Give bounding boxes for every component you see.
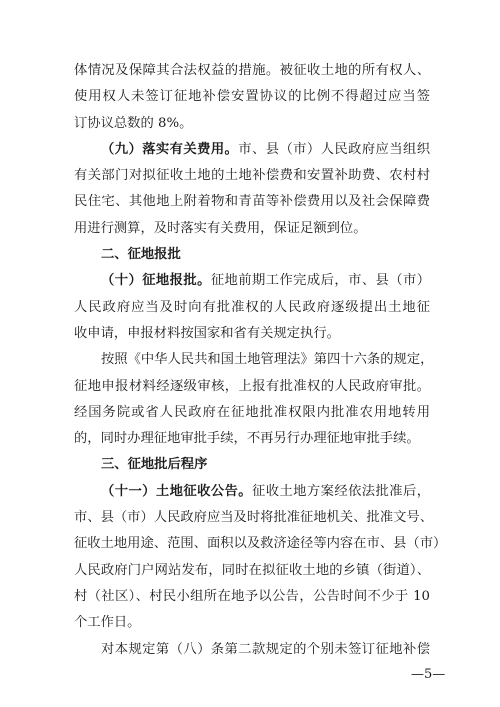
item-title: 土地征收公告。 — [155, 483, 252, 499]
document-body — [74, 58, 447, 663]
item-first-line — [74, 268, 430, 294]
body-line: 订协议总数的 8%。 — [74, 115, 193, 131]
body-line: 征地申报材料经逐级审核，上报有批准权的人民政府审批。 — [74, 378, 430, 394]
body-line: 按照《中华人民共和国土地管理法》第四十六条的规定， — [101, 352, 434, 368]
item-title: 征地报批。 — [142, 273, 211, 289]
item-first-line — [74, 137, 430, 163]
item-label: （十） — [101, 273, 143, 289]
body-line: 有关部门对拟征收土地的土地补偿费和安置补助费、农村村 — [74, 168, 430, 184]
body-line: 经国务院或省人民政府在征地批准权限内批准农用地转用 — [74, 404, 430, 420]
body-line: 收申请，申报材料按国家和省有关规定执行。 — [74, 325, 340, 341]
item-label: （九） — [101, 141, 143, 157]
body-line: 的，同时办理征地审批手续，不再另行办理征地审批手续。 — [74, 431, 420, 447]
body-line: 个工作日。 — [74, 615, 141, 631]
page-number: —5— — [411, 667, 446, 682]
item-first-line — [74, 479, 430, 505]
body-line: 人民政府门户网站发布，同时在拟征收土地的乡镇（街道）、 — [74, 562, 430, 578]
item-text: 征收土地方案经依法批准后， — [252, 483, 431, 499]
body-line: 对本规定第（八）条第二款规定的个别未签订征地补偿 — [101, 641, 430, 657]
body-line: 使用权人未签订征地补偿安置协议的比例不得超过应当签 — [74, 89, 430, 105]
item-text: 市、县（市）人民政府应当组织 — [238, 141, 431, 157]
body-line: 民住宅、其他地上附着物和青苗等补偿费用以及社会保障费 — [74, 194, 430, 210]
body-line: 人民政府应当及时向有批准权的人民政府逐级提出土地征 — [74, 299, 430, 315]
body-line: 体情况及保障其合法权益的措施。被征收土地的所有权人、 — [74, 63, 430, 78]
body-line: 用进行测算，及时落实有关费用，保证足额到位。 — [74, 220, 367, 236]
item-label: （十一） — [101, 483, 156, 499]
body-line: 市、县（市）人民政府应当及时将批准征地机关、批准文号、 — [74, 510, 434, 526]
item-title: 落实有关费用。 — [142, 141, 239, 157]
section-heading: 三、征地批后程序 — [101, 457, 208, 473]
section-heading: 二、征地报批 — [101, 247, 181, 263]
body-line: 征收土地用途、范围、面积以及救济途径等内容在市、县（市） — [74, 536, 447, 552]
item-text: 征地前期工作完成后，市、县（市） — [210, 273, 431, 289]
body-line: 村（社区）、村民小组所在地予以公告，公告时间不少于 10 — [74, 588, 430, 604]
